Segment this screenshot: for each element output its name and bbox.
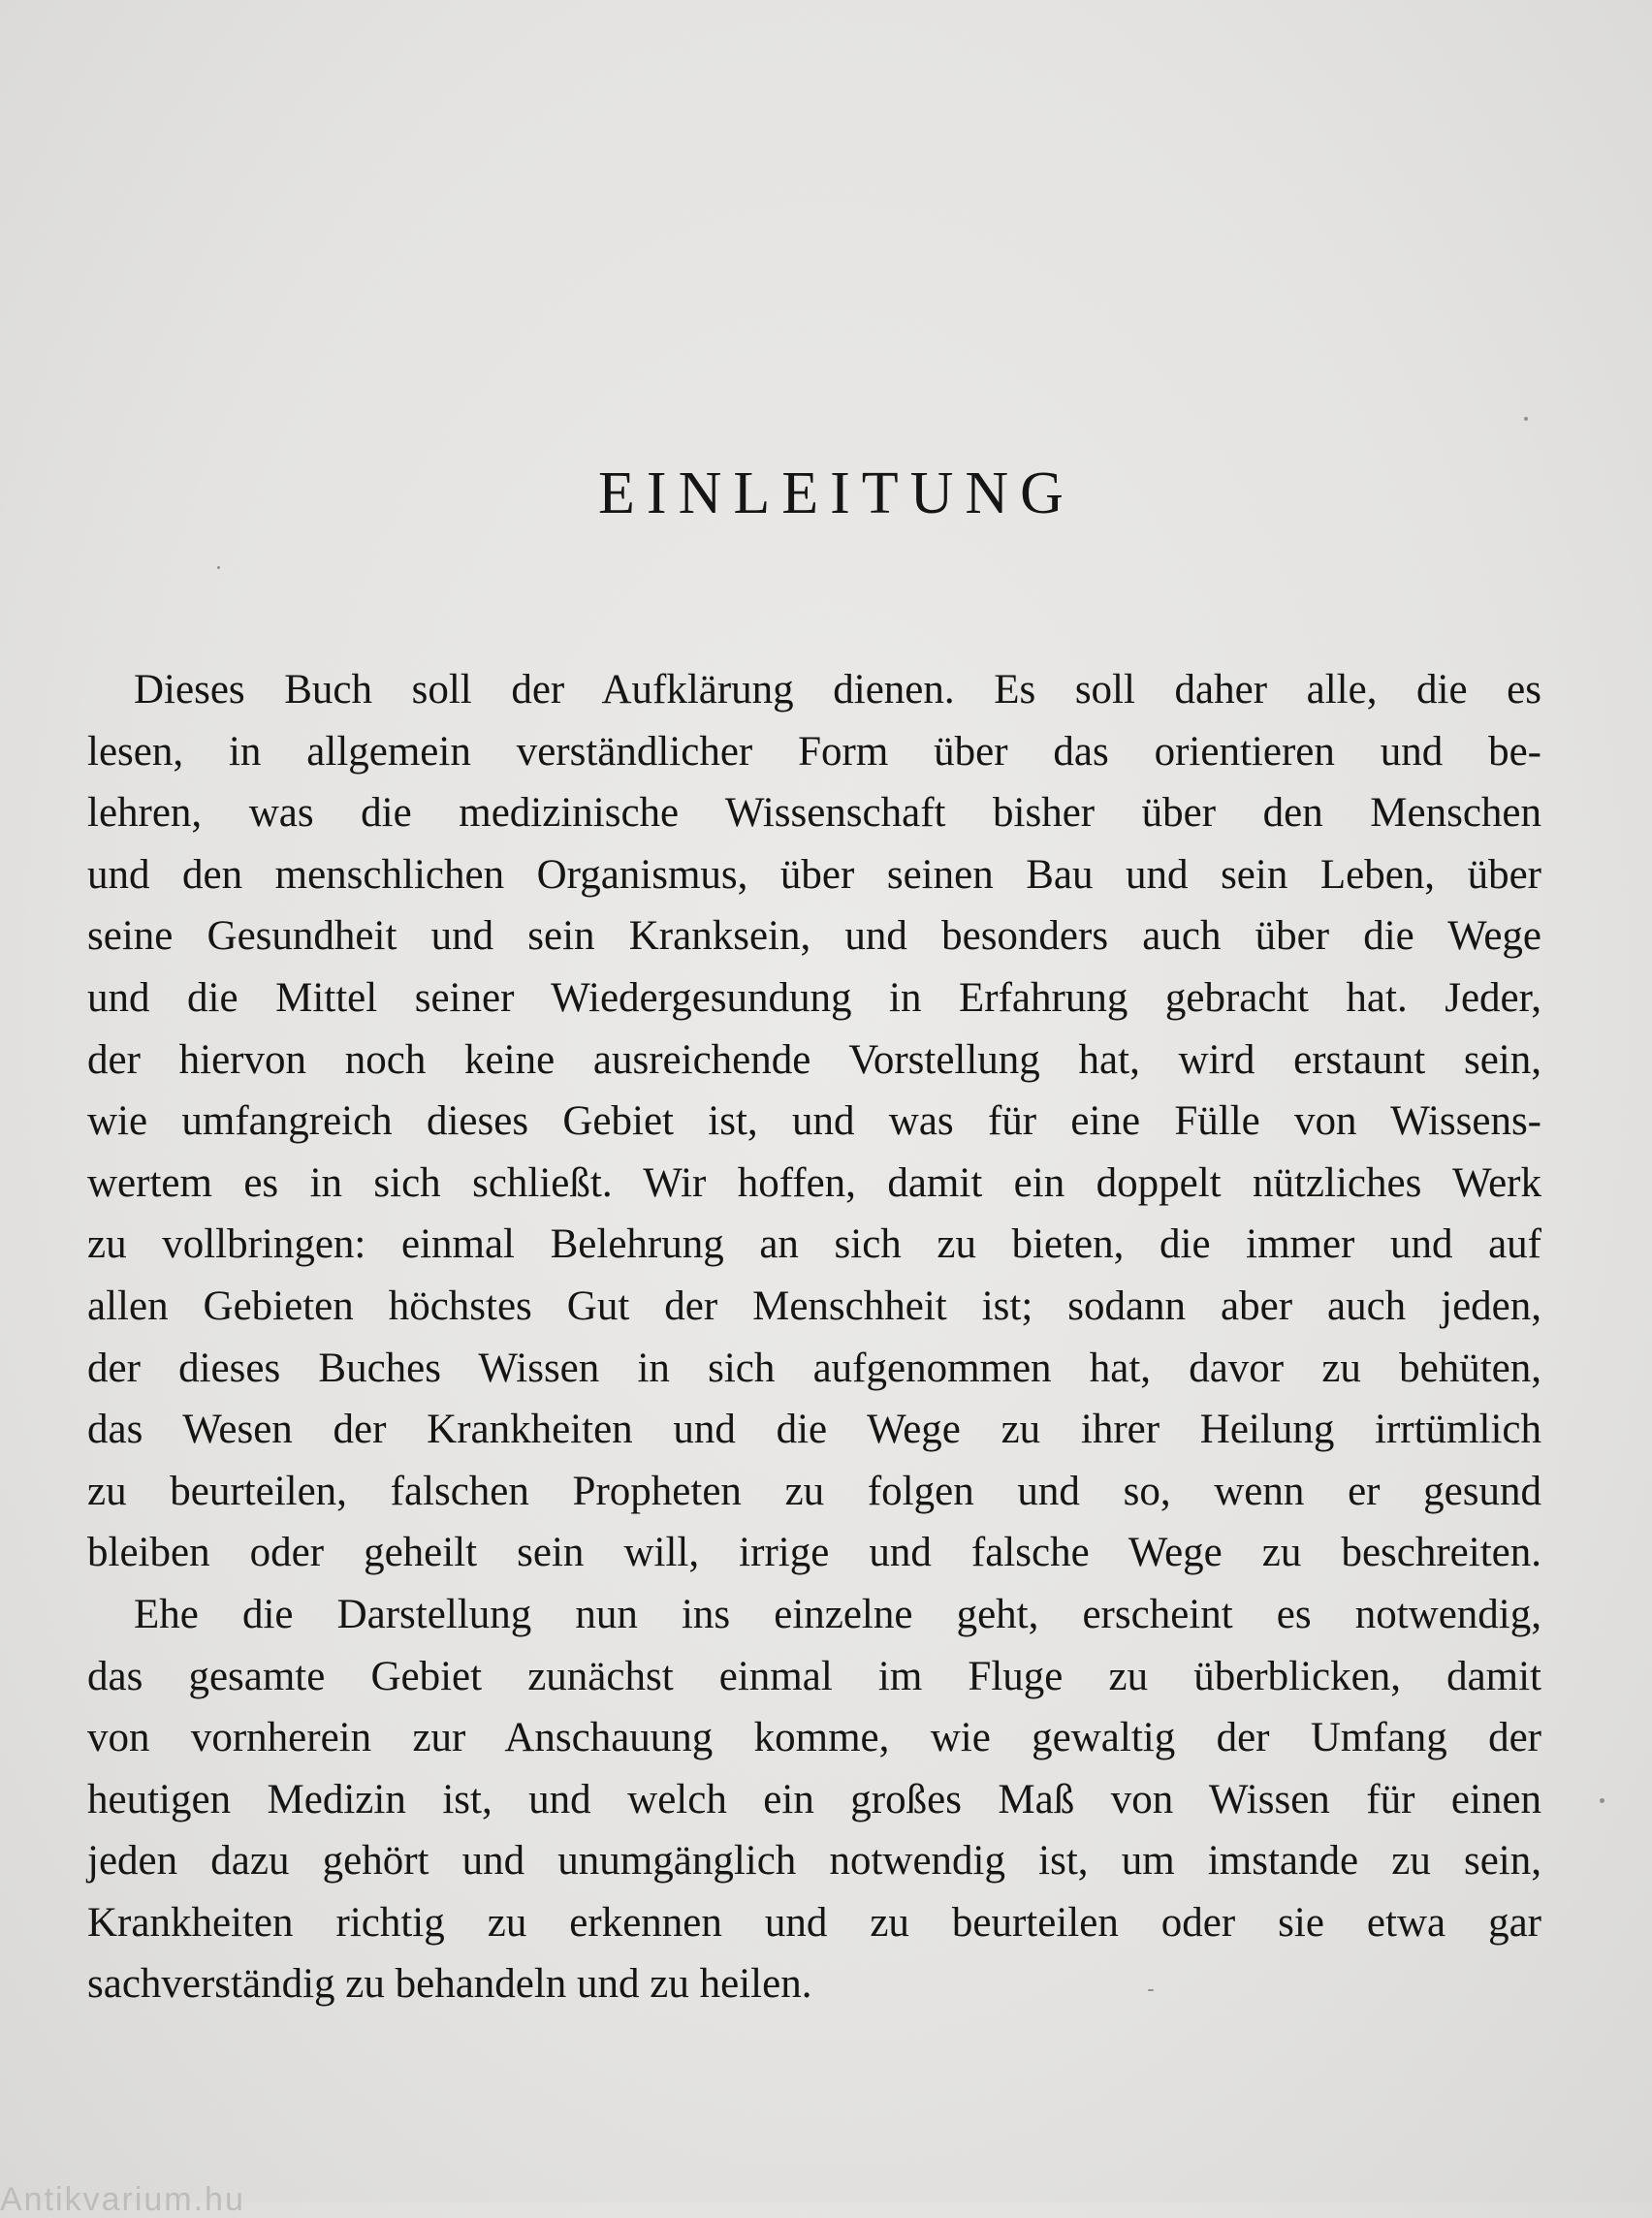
text-line: und die Mittel seiner Wiedergesundung in Erfahrung gebracht hat. Jeder, xyxy=(87,974,1541,1021)
paragraph-2 xyxy=(87,1584,1541,2015)
text-line: und den menschlichen Organismus, über seinen Bau und sein Leben, über xyxy=(87,851,1541,898)
paper-speck xyxy=(1524,417,1528,421)
text-line: Dieses Buch soll der Aufklärung dienen. Es soll daher alle, die es xyxy=(134,667,1541,713)
text-line: das Wesen der Krankheiten und die Wege zu ihrer Heilung irrtümlich xyxy=(87,1407,1541,1453)
watermark: Antikvarium.hu xyxy=(0,2181,245,2218)
chapter-heading: EINLEITUNG xyxy=(598,460,1075,526)
text-line: Krankheiten richtig zu erkennen und zu beurteilen oder sie etwa gar xyxy=(87,1899,1541,1946)
text-line: zu vollbringen: einmal Belehrung an sich zu bieten, die immer und auf xyxy=(87,1221,1541,1268)
text-line: Ehe die Darstellung nun ins einzelne geht, erscheint es notwendig, xyxy=(134,1591,1541,1637)
text-line: allen Gebieten höchstes Gut der Menschheit ist; sodann aber auch jeden, xyxy=(87,1283,1541,1329)
paper-speck xyxy=(1600,1798,1604,1803)
body-text xyxy=(87,659,1541,2015)
text-line: lesen, in allgemein verständlicher Form über das orientieren und be- xyxy=(87,728,1541,775)
text-line: von vornherein zur Anschauung komme, wie gewaltig der Umfang der xyxy=(87,1715,1541,1761)
paper-speck xyxy=(217,566,220,569)
text-line: lehren, was die medizinische Wissenschaft bisher über den Menschen xyxy=(87,790,1541,837)
text-line: bleiben oder geheilt sein will, irrige und falsche Wege zu beschreiten. xyxy=(87,1530,1541,1576)
text-line: das gesamte Gebiet zunächst einmal im Fluge zu überblicken, damit xyxy=(87,1653,1541,1699)
text-line: wertem es in sich schließt. Wir hoffen, damit ein doppelt nützliches Werk xyxy=(87,1159,1541,1206)
paragraph-1 xyxy=(87,659,1541,1584)
text-line: jeden dazu gehört und unumgänglich notwendig ist, um imstande zu sein, xyxy=(87,1838,1541,1885)
text-line: seine Gesundheit und sein Kranksein, und besonders auch über die Wege xyxy=(87,913,1541,960)
text-line: zu beurteilen, falschen Propheten zu folgen und so, wenn er gesund xyxy=(87,1468,1541,1514)
text-line: sachverständig zu behandeln und zu heilen. xyxy=(87,1961,812,2008)
text-line: heutigen Medizin ist, und welch ein großes Maß von Wissen für einen xyxy=(87,1776,1541,1822)
paper-speck xyxy=(1148,1989,1154,1991)
text-line: der dieses Buches Wissen in sich aufgenommen hat, davor zu behüten, xyxy=(87,1345,1541,1391)
text-line: wie umfangreich dieses Gebiet ist, und was für eine Fülle von Wissens- xyxy=(87,1098,1541,1145)
text-line: der hiervon noch keine ausreichende Vorstellung hat, wird erstaunt sein, xyxy=(87,1036,1541,1083)
